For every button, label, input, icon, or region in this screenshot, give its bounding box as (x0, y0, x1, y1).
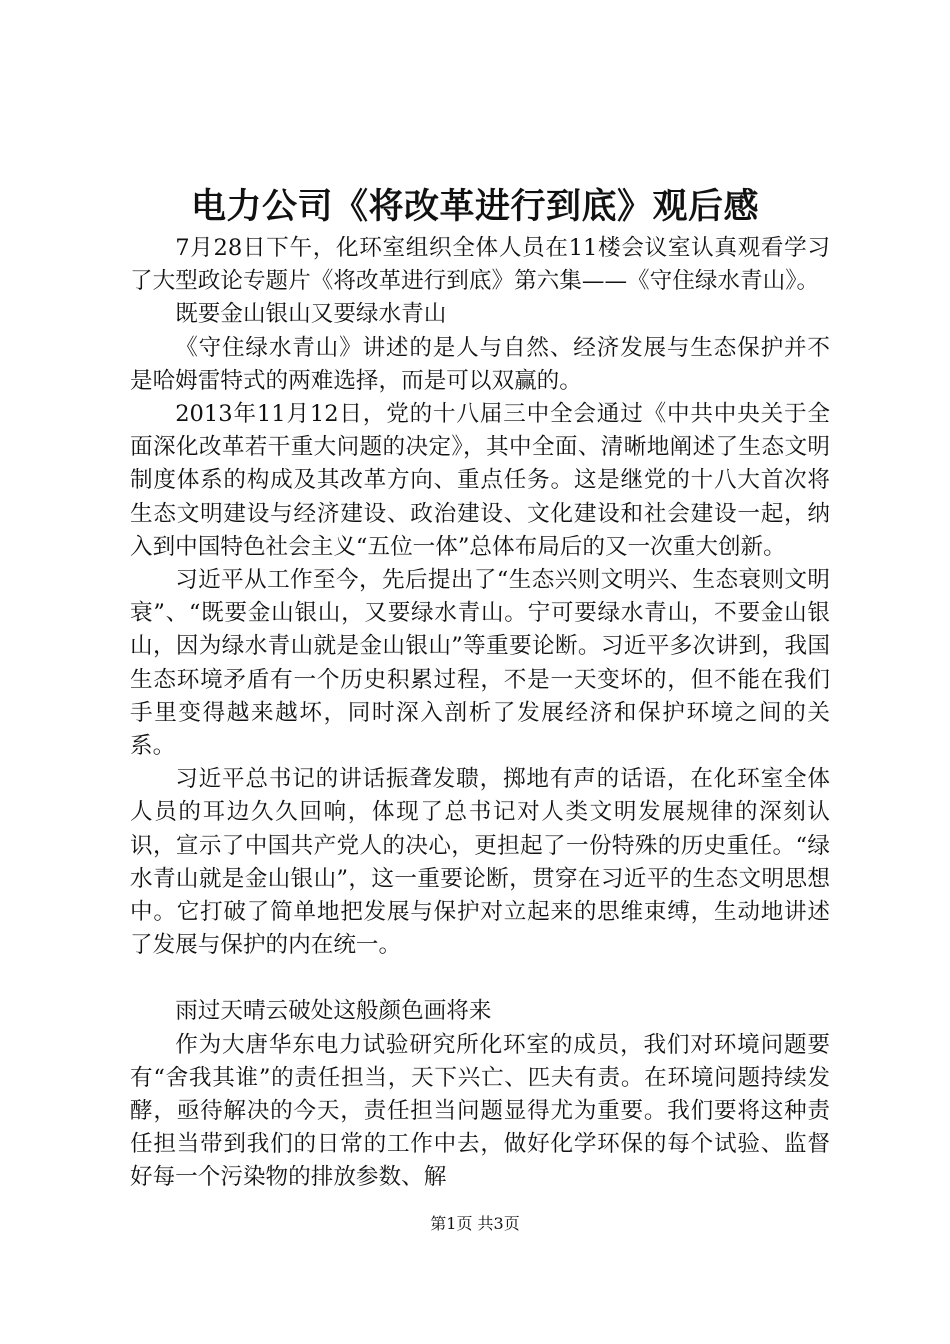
blank-line (130, 962, 830, 995)
paragraph-intro: 7月28日下午，化环室组织全体人员在11楼会议室认真观看学习了大型政论专题片《将改革进行到底》第六集——《守住绿水青山》。 (130, 235, 830, 295)
document-title: 电力公司《将改革进行到底》观后感 (190, 187, 759, 227)
paragraph-3: 2013年11月12日，党的十八届三中全会通过《中共中央关于全面深化改革若干重大问题的决定》，其中全面、清晰地阐述了生态文明制度体系的构成及其改革方向、重点任务。这是继党的十八大首次将生态文明建设与经济建设、政治建设、文化建设和社会建设一起，纳入到中国特色社会主义“五位一体”总体布局后的又一次重大创新。 (130, 401, 830, 560)
paragraph-2: 《守住绿水青山》讲述的是人与自然、经济发展与生态保护并不是哈姆雷特式的两难选择，而是可以双赢的。 (130, 334, 830, 394)
paragraph-5: 习近平总书记的讲话振聋发聩，掷地有声的话语，在化环室全体人员的耳边久久回响，体现了总书记对人类文明发展规律的深刻认识，宣示了中国共产党人的决心，更担起了一份特殊的历史重任。“绿水青山就是金山银山”，这一重要论断，贯穿在习近平的生态文明思想中。它打破了简单地把发展与保护对立起来的思维束缚，生动地讲述了发展与保护的内在统一。 (130, 766, 830, 959)
paragraph-7: 作为大唐华东电力试验研究所化环室的成员，我们对环境问题要有“舍我其谁”的责任担当，天下兴亡、匹夫有责。在环境问题持续发酵，亟待解决的今天，责任担当问题显得尤为重要。我们要将这种责任担当带到我们的日常的工作中去，做好化学环保的每个试验、监督好每一个污染物的排放参数、解 (130, 1031, 830, 1191)
section-heading-2: 雨过天晴云破处这般颜色画将来 (175, 998, 492, 1025)
page-footer: 第1页 共3页 (430, 1214, 520, 1233)
section-heading-1: 既要金山银山又要绿水青山 (175, 301, 447, 328)
document-body (130, 232, 830, 1195)
paragraph-4: 习近平从工作至今，先后提出了“生态兴则文明兴、生态衰则文明衰”、“既要金山银山，又要绿水青山。宁可要绿水青山，不要金山银山，因为绿水青山就是金山银山”等重要论断。习近平多次讲到，我国生态环境矛盾有一个历史积累过程，不是一天变坏的，但不能在我们手里变得越来越坏，同时深入剖析了发展经济和保护环境之间的关系。 (130, 567, 830, 760)
